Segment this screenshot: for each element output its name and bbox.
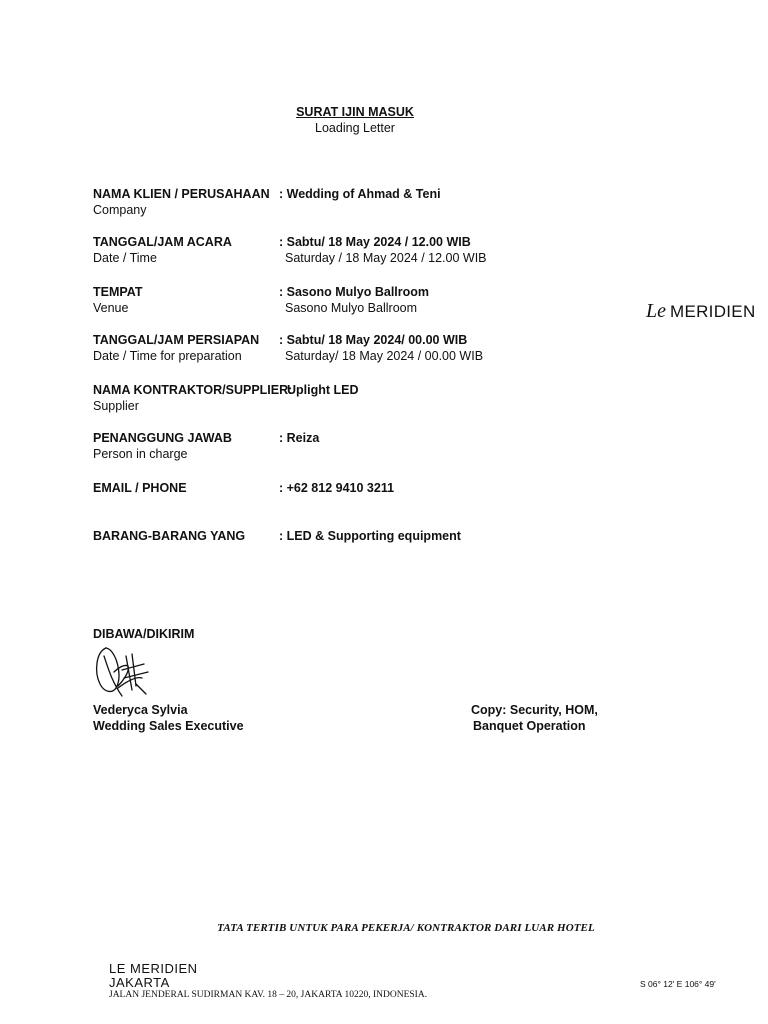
signature-image bbox=[92, 642, 154, 700]
document-subtitle: Loading Letter bbox=[315, 121, 395, 135]
field-sublabel-prep-date: Date / Time for preparation bbox=[93, 349, 242, 363]
field-label-supplier: NAMA KONTRAKTOR/SUPPLIER: bbox=[93, 383, 293, 397]
footer-address: JALAN JENDERAL SUDIRMAN KAV. 18 – 20, JAKARTA 10220, INDONESIA. bbox=[109, 990, 428, 1000]
signatory-role: Wedding Sales Executive bbox=[93, 719, 244, 733]
field-label-venue: TEMPAT bbox=[93, 285, 143, 299]
footer-hotel-name bbox=[109, 962, 198, 990]
field-sublabel-company: Company bbox=[93, 203, 147, 217]
field-sublabel-person-in-charge: Person in charge bbox=[93, 447, 188, 461]
field-label-company: NAMA KLIEN / PERUSAHAAN bbox=[93, 187, 270, 201]
field-sublabel-event-date: Date / Time bbox=[93, 251, 157, 265]
copy-line-2: Banquet Operation bbox=[473, 719, 586, 733]
field-sublabel-supplier: Supplier bbox=[93, 399, 139, 413]
logo-le-text: Le bbox=[646, 300, 666, 322]
signatory-name: Vederyca Sylvia bbox=[93, 703, 188, 717]
le-meridien-logo bbox=[646, 300, 756, 323]
document-title: SURAT IJIN MASUK bbox=[296, 105, 414, 119]
field-value-event-date: : Sabtu/ 18 May 2024 / 12.00 WIB bbox=[279, 235, 471, 249]
field-value-person-in-charge: : Reiza bbox=[279, 431, 320, 445]
rules-heading: TATA TERTIB UNTUK PARA PEKERJA/ KONTRAKTOR DARI LUAR HOTEL bbox=[217, 922, 595, 934]
copy-line-1: Copy: Security, HOM, bbox=[471, 703, 598, 717]
field-value-prep-date: : Sabtu/ 18 May 2024/ 00.00 WIB bbox=[279, 333, 468, 347]
field-value-company: : Wedding of Ahmad & Teni bbox=[279, 187, 441, 201]
logo-meridien-text: MERIDIEN bbox=[670, 302, 756, 321]
field-subvalue-venue: Sasono Mulyo Ballroom bbox=[285, 301, 418, 315]
field-subvalue-event-date: Saturday / 18 May 2024 / 12.00 WIB bbox=[285, 251, 487, 265]
field-label-email-phone: EMAIL / PHONE bbox=[93, 481, 187, 495]
dibawa-label: DIBAWA/DIKIRIM bbox=[93, 627, 195, 641]
field-sublabel-venue: Venue bbox=[93, 301, 129, 315]
field-value-email-phone: : +62 812 9410 3211 bbox=[279, 481, 395, 495]
field-value-venue: : Sasono Mulyo Ballroom bbox=[279, 285, 430, 299]
field-label-items: BARANG-BARANG YANG bbox=[93, 529, 246, 543]
footer-coordinates: S 06° 12' E 106° 49' bbox=[640, 979, 716, 989]
field-label-person-in-charge: PENANGGUNG JAWAB bbox=[93, 431, 232, 445]
footer-hotel-line-1: LE MERIDIEN bbox=[109, 961, 198, 976]
field-subvalue-prep-date: Saturday/ 18 May 2024 / 00.00 WIB bbox=[285, 349, 484, 363]
footer-hotel-line-2: JAKARTA bbox=[109, 975, 170, 990]
field-value-items: : LED & Supporting equipment bbox=[279, 529, 461, 543]
field-label-prep-date: TANGGAL/JAM PERSIAPAN bbox=[93, 333, 260, 347]
field-value-supplier: Uplight LED bbox=[287, 383, 359, 397]
field-label-event-date: TANGGAL/JAM ACARA bbox=[93, 235, 232, 249]
document-title-block bbox=[240, 104, 470, 136]
